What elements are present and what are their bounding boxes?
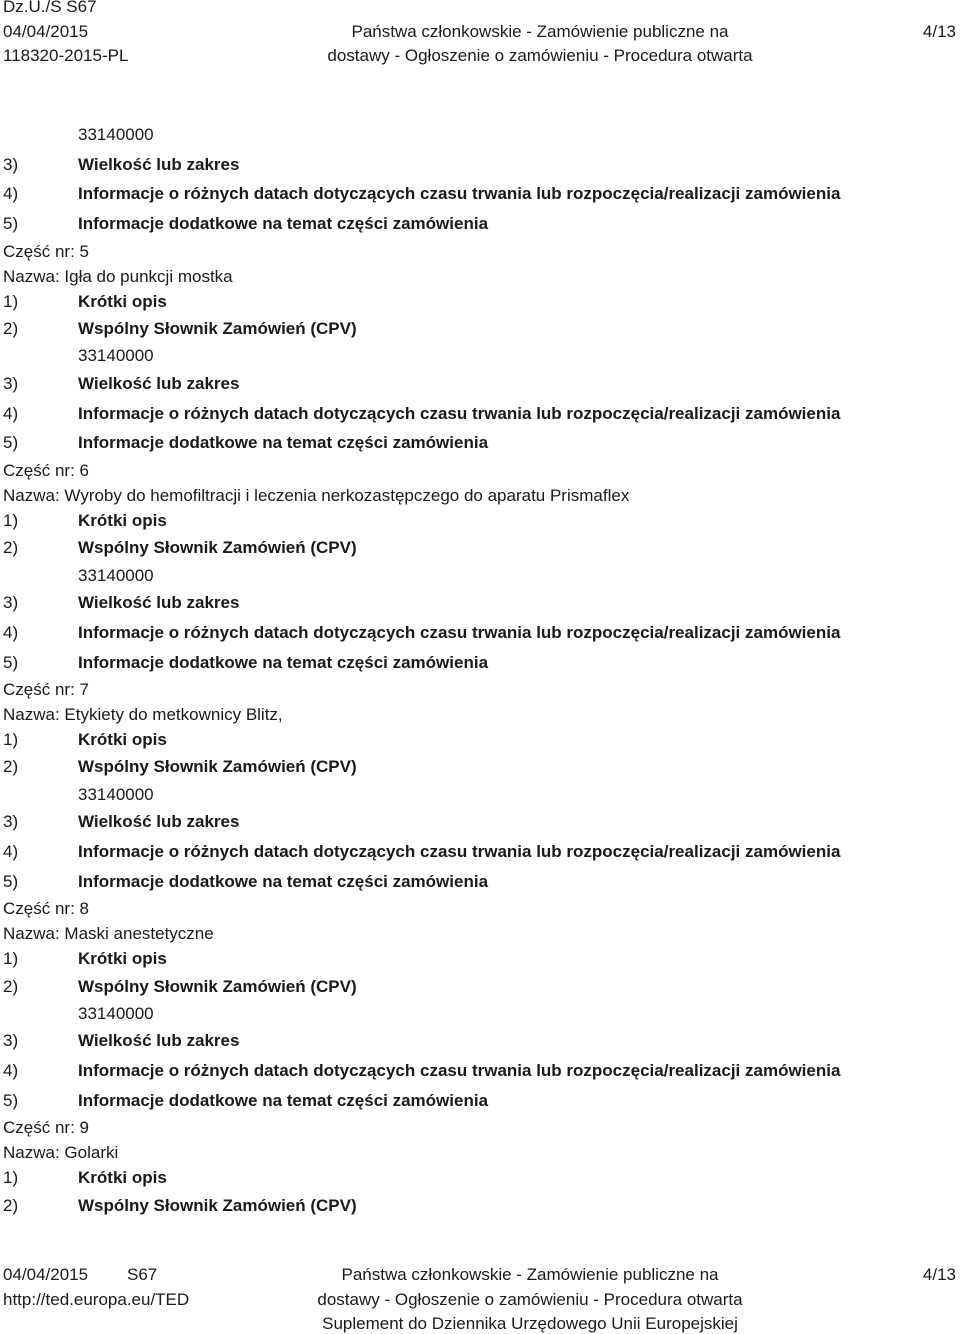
section-dates: 4) Informacje o różnych datach dotyczących czasu trwania lub rozpoczęcia/realizacji zamówienia <box>3 842 841 862</box>
section-additional-info: 5) Informacje dodatkowe na temat części zamówienia <box>3 652 489 672</box>
header-doc-id: 118320-2015-PL <box>3 46 129 65</box>
cpv-code: 33140000 <box>78 784 154 804</box>
part-name: Nazwa: Igła do punkcji mostka <box>3 266 233 286</box>
cpv-code: 33140000 <box>78 346 154 366</box>
section-additional-info: 5) Informacje dodatkowe na temat części zamówienia <box>3 1091 489 1111</box>
footer-title-line2: dostawy - Ogłoszenie o zamówieniu - Procedura otwarta <box>317 1290 743 1309</box>
section-additional-info: 5) Informacje dodatkowe na temat części zamówienia <box>3 433 489 453</box>
header-title-line1: Państwa członkowskie - Zamówienie publiczne na <box>351 22 729 41</box>
section-cpv: 2) Wspólny Słownik Zamówień (CPV) <box>3 976 357 996</box>
section-size: 3) Wielkość lub zakres <box>3 154 240 174</box>
part-block <box>3 458 943 677</box>
part-number: Część nr: 5 <box>3 241 89 261</box>
section-additional-info: 5) Informacje dodatkowe na temat części zamówienia <box>3 214 489 234</box>
footer-date: 04/04/2015 <box>3 1265 89 1284</box>
cpv-code: 33140000 <box>78 1004 154 1024</box>
section-short-description: 1) Krótki opis <box>3 510 167 530</box>
cpv-code: 33140000 <box>78 124 154 144</box>
document-body <box>3 120 943 1221</box>
part-continuation <box>3 120 943 239</box>
section-dates: 4) Informacje o różnych datach dotyczących czasu trwania lub rozpoczęcia/realizacji zamówienia <box>3 622 841 642</box>
part-block <box>3 1116 943 1221</box>
section-dates: 4) Informacje o różnych datach dotyczących czasu trwania lub rozpoczęcia/realizacji zamówienia <box>3 184 841 204</box>
part-name: Nazwa: Wyroby do hemofiltracji i leczenia nerkozastępczego do aparatu Prismaflex <box>3 485 630 505</box>
footer-page-number: 4/13 <box>922 1265 956 1284</box>
part-number: Część nr: 6 <box>3 460 89 480</box>
part-number: Część nr: 8 <box>3 899 89 919</box>
cpv-code: 33140000 <box>78 565 154 585</box>
footer-title-line1: Państwa członkowskie - Zamówienie publiczne na <box>341 1265 719 1284</box>
header-page-number: 4/13 <box>922 22 956 41</box>
part-name: Nazwa: Maski anestetyczne <box>3 924 214 944</box>
section-size: 3) Wielkość lub zakres <box>3 593 240 613</box>
section-dates: 4) Informacje o różnych datach dotyczących czasu trwania lub rozpoczęcia/realizacji zamówienia <box>3 403 841 423</box>
section-size: 3) Wielkość lub zakres <box>3 373 240 393</box>
footer-title-line3: Suplement do Dziennika Urzędowego Unii Europejskiej <box>322 1314 738 1333</box>
section-cpv: 2) Wspólny Słownik Zamówień (CPV) <box>3 757 357 777</box>
part-name: Nazwa: Etykiety do metkownicy Blitz, <box>3 705 283 725</box>
part-name: Nazwa: Golarki <box>3 1143 119 1163</box>
section-short-description: 1) Krótki opis <box>3 949 167 969</box>
section-cpv: 2) Wspólny Słownik Zamówień (CPV) <box>3 319 357 339</box>
part-block <box>3 897 943 1116</box>
part-block <box>3 239 943 458</box>
header-series: Dz.U./S S67 <box>3 0 97 16</box>
section-short-description: 1) Krótki opis <box>3 1168 167 1188</box>
section-size: 3) Wielkość lub zakres <box>3 812 240 832</box>
part-block <box>3 678 943 897</box>
footer-series: S67 <box>127 1265 158 1284</box>
section-cpv: 2) Wspólny Słownik Zamówień (CPV) <box>3 1195 357 1215</box>
section-short-description: 1) Krótki opis <box>3 730 167 750</box>
section-short-description: 1) Krótki opis <box>3 291 167 311</box>
section-dates: 4) Informacje o różnych datach dotyczących czasu trwania lub rozpoczęcia/realizacji zamówienia <box>3 1061 841 1081</box>
header-title-line2: dostawy - Ogłoszenie o zamówieniu - Procedura otwarta <box>327 46 753 65</box>
section-cpv: 2) Wspólny Słownik Zamówień (CPV) <box>3 538 357 558</box>
header-date: 04/04/2015 <box>3 22 89 41</box>
part-number: Część nr: 7 <box>3 680 89 700</box>
section-size: 3) Wielkość lub zakres <box>3 1031 240 1051</box>
footer-url[interactable]: http://ted.europa.eu/TED <box>3 1290 190 1309</box>
section-additional-info: 5) Informacje dodatkowe na temat części zamówienia <box>3 871 489 891</box>
part-number: Część nr: 9 <box>3 1118 89 1138</box>
